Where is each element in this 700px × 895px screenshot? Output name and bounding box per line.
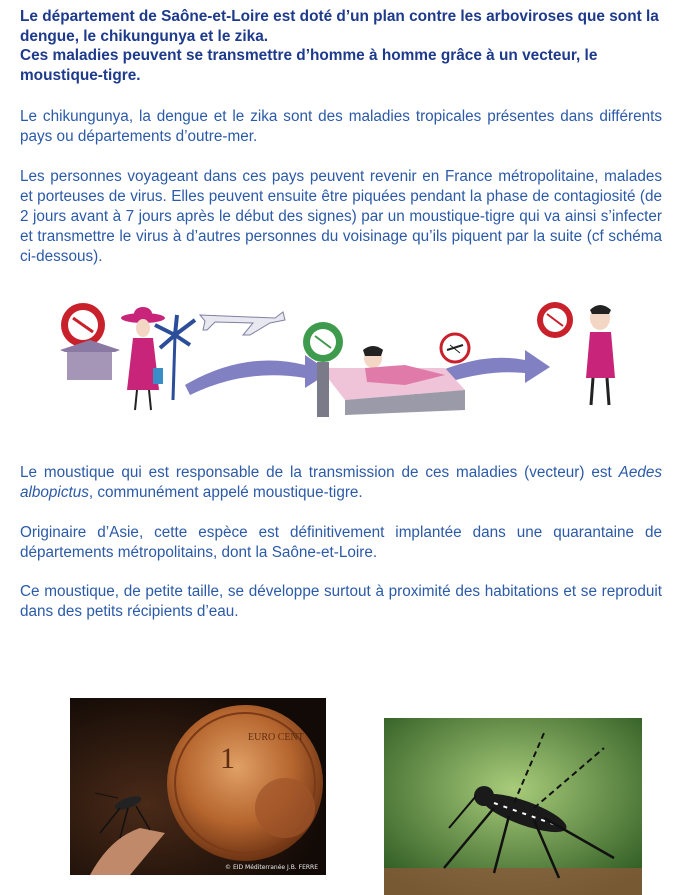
- mosquito-icon: [441, 334, 469, 362]
- coin-value: 1: [220, 742, 235, 775]
- paragraph-travelers: Les personnes voyageant dans ces pays peuvent revenir en France métropolitaine, malades et porteuses de virus. Elles peuvent ensuite être piquées pendant la phase de contagiosité (de 2 jours avant à 7 jours après le début des signes) par un moustique-tigre qui va ainsi s’infecter et transmettre le virus à d’autres personnes du voisinage qu’ils piquent par la suite (cf schéma ci-dessous).: [20, 168, 662, 265]
- paragraph-habitat: Ce moustique, de petite taille, se développe surtout à proximité des habitations et se reproduit dans des petits récipients d’eau.: [20, 583, 662, 620]
- photo-credit: © EID Méditerranée J.B. FERRE: [225, 864, 318, 871]
- intro-line-1: Le département de Saône-et-Loire est doté d’un plan contre les arboviroses que sont la dengue, le chikungunya et le zika.: [20, 8, 659, 45]
- traveler-figure: [121, 307, 165, 410]
- house-icon: [60, 340, 120, 380]
- airplane-icon: [200, 312, 285, 335]
- paragraph-vector-part1: Le moustique qui est responsable de la transmission de ces maladies (vecteur) est: [20, 464, 619, 481]
- tiger-mosquito-graphic: [384, 718, 642, 895]
- species-name: Aedes albopictus: [20, 464, 662, 501]
- tiger-mosquito-photo: [384, 718, 642, 895]
- coin-text: EURO CENT: [248, 732, 304, 743]
- paragraph-tropical-diseases: Le chikungunya, la dengue et le zika sont des maladies tropicales présentes dans différents pays ou départements d’outre-mer.: [20, 108, 662, 145]
- coin-photo-graphic: [70, 698, 326, 875]
- man-figure: [537, 302, 615, 405]
- coin-mosquito-photo: [70, 698, 326, 875]
- intro-line-2: Ces maladies peuvent se transmettre d’homme à homme grâce à un vecteur, le moustique-tigre.: [20, 47, 598, 84]
- patient-in-bed: [303, 322, 465, 417]
- paragraph-vector-part2: , communément appelé moustique-tigre.: [88, 484, 363, 501]
- transmission-arrow-1: [185, 355, 330, 395]
- no-mosquito-sign-icon: [61, 303, 105, 347]
- paragraph-vector: [20, 463, 662, 503]
- intro-block: [20, 7, 660, 85]
- transmission-illustration: [55, 290, 655, 420]
- paragraph-origin: Originaire d’Asie, cette espèce est définitivement implantée dans une quarantaine de départements métropolitains, dont la Saône-et-Loire.: [20, 524, 662, 561]
